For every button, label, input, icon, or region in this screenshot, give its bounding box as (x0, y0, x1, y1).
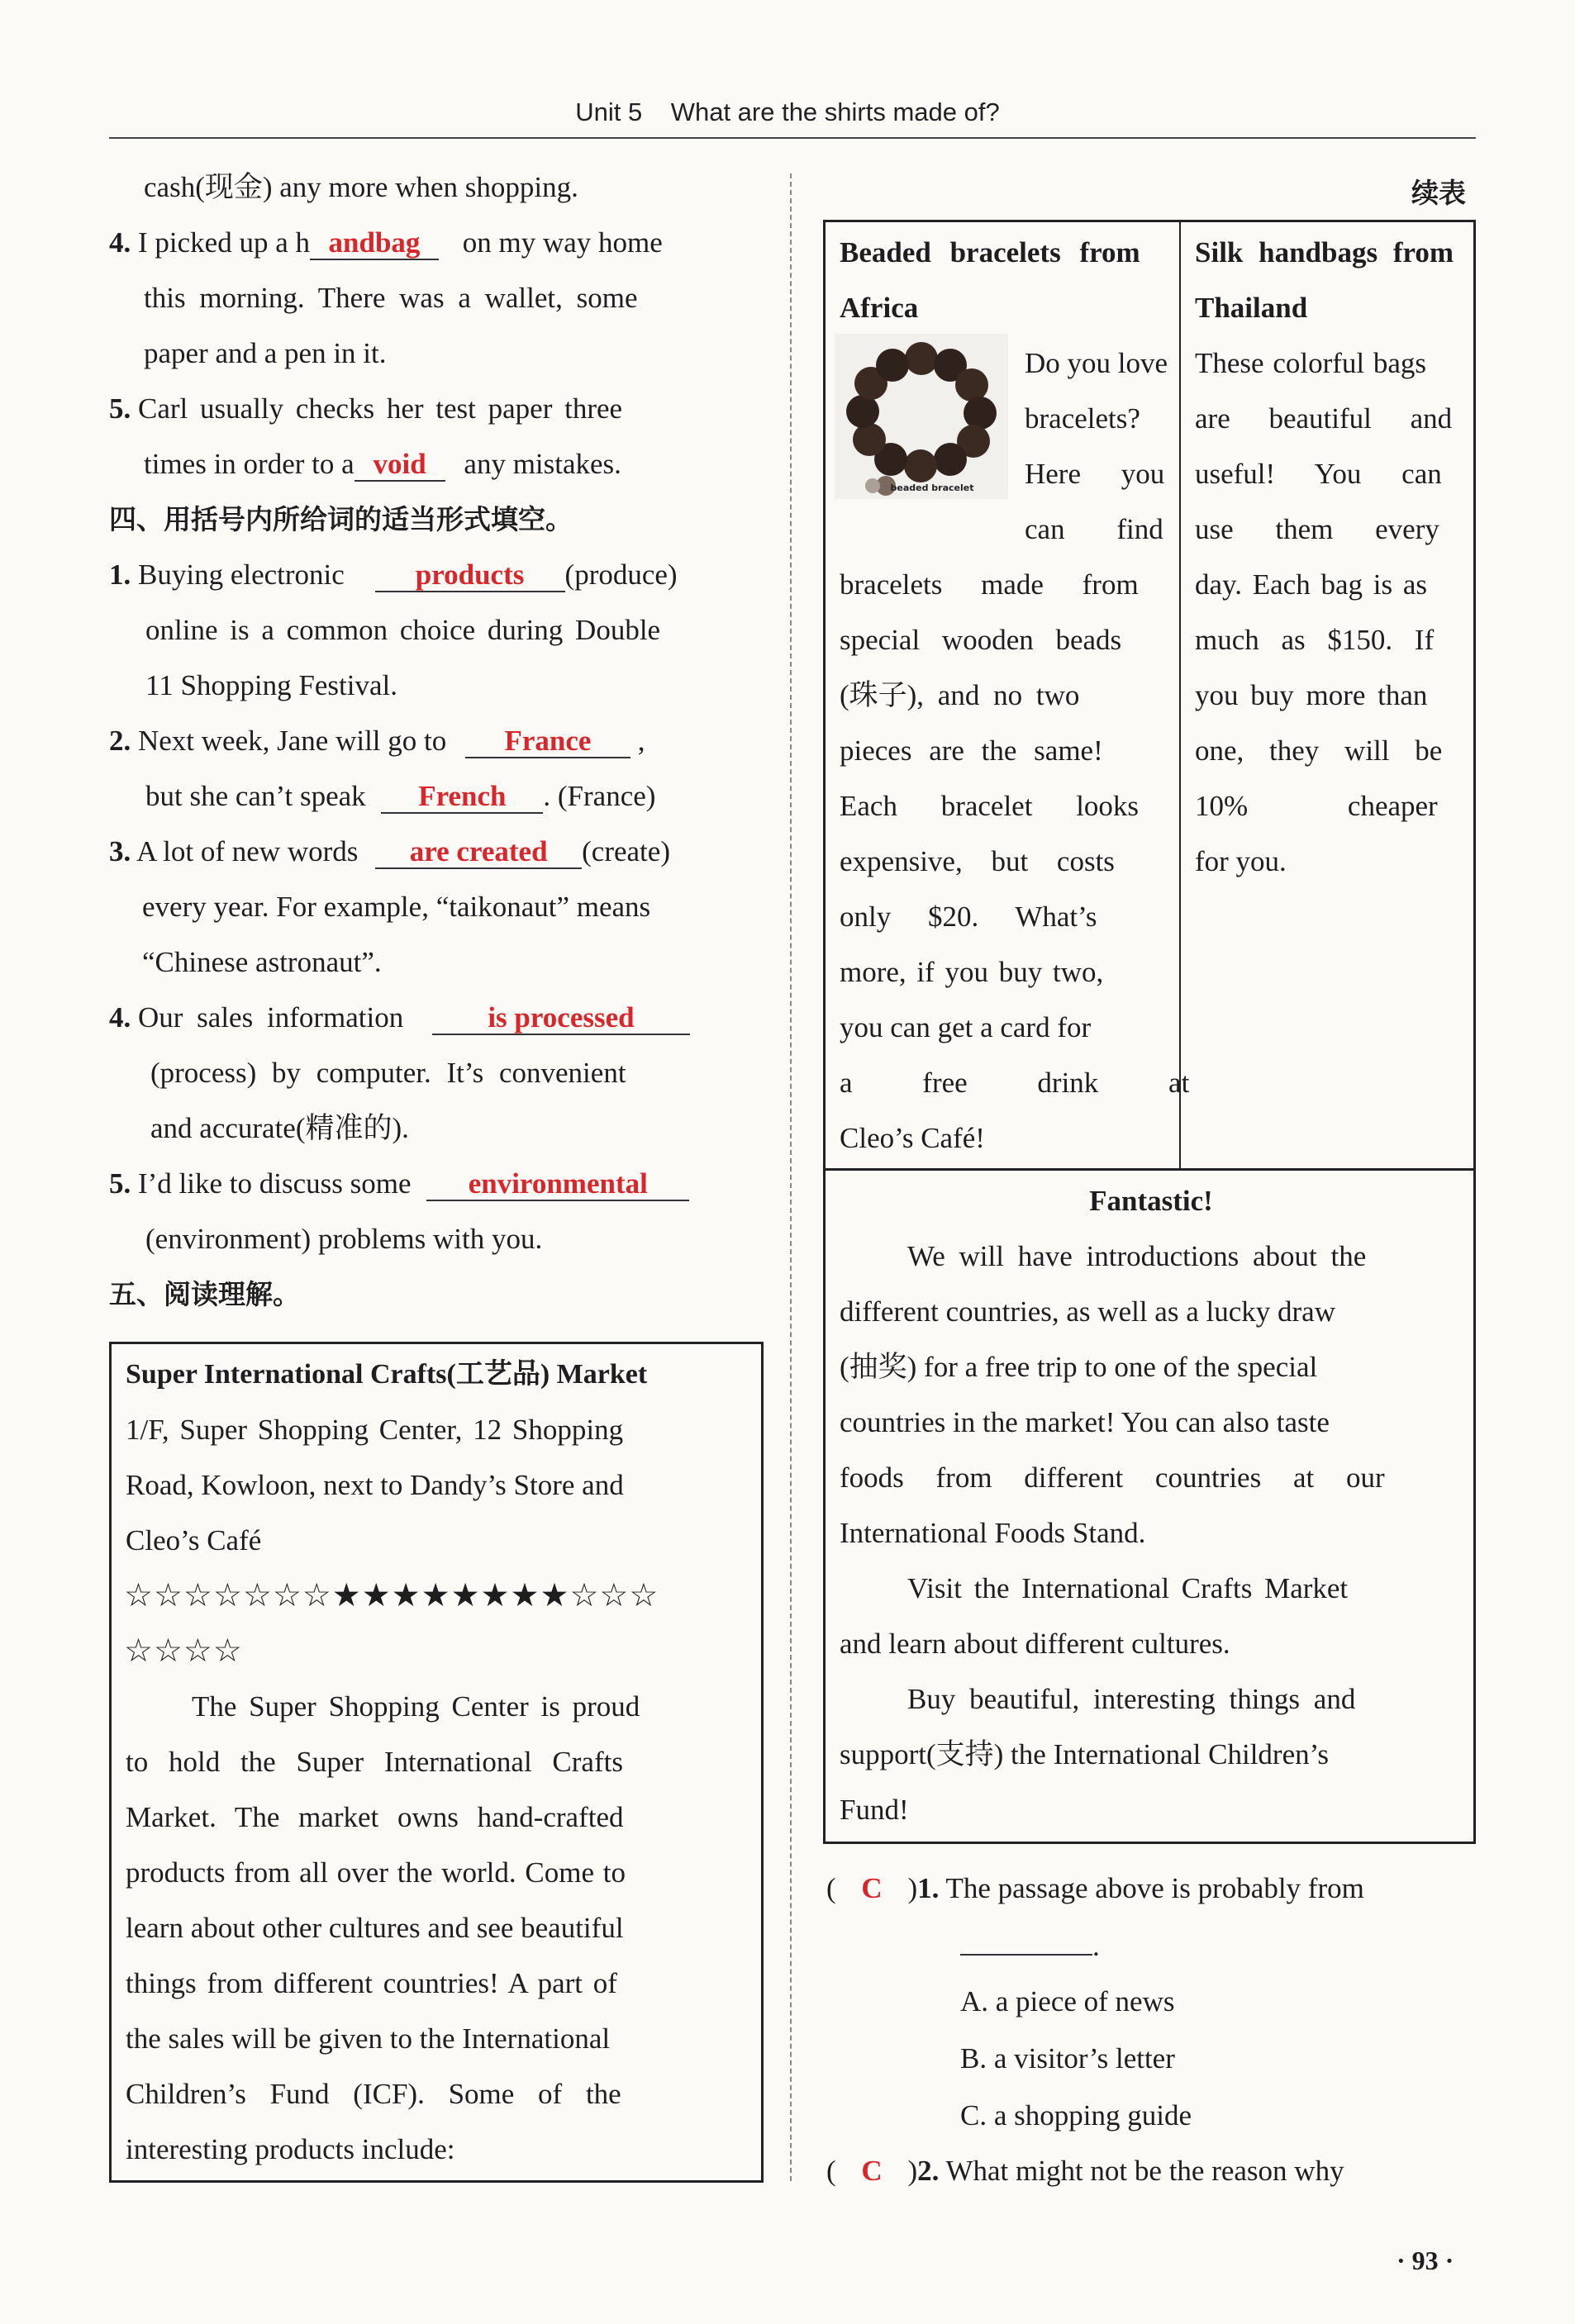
q2-answer-2: French (381, 781, 543, 814)
column-divider (790, 173, 792, 2181)
q2-line2 (145, 778, 655, 815)
bracelet-image-label: beaded bracelet (890, 482, 974, 493)
bracelets-line-15: Cleo’s Café! (840, 1122, 985, 1154)
rq2-bracket-open: ( (826, 2155, 836, 2187)
rq1-answer: C (861, 1872, 883, 1904)
handbags-line-10: for you. (1195, 845, 1287, 877)
bracelets-line-10: expensive, but costs (840, 845, 1115, 877)
rq1-number: 1. (917, 1872, 940, 1904)
bracelets-line-11: only $20. What’s (840, 901, 1097, 933)
q1-text-a: Buying electronic (138, 558, 345, 591)
sentence-4-line2-text: this morning. There was a wallet, some (144, 282, 638, 314)
bracelets-line-6: special wooden beads (840, 624, 1122, 656)
bracelets-line-2: bracelets? (1025, 402, 1140, 435)
handbags-line-3: useful! You can (1195, 458, 1442, 490)
q5-text-a: I’d like to discuss some (138, 1167, 412, 1200)
rq2-line1 (826, 2153, 1344, 2189)
product-table-bottom-rule (823, 1168, 1476, 1171)
q1-number: 1. (109, 558, 131, 591)
rq2-answer: C (861, 2155, 883, 2187)
sentence-5-line1 (109, 391, 622, 427)
product-table-divider (1179, 220, 1181, 1170)
q2-text-b: but she can’t speak (145, 780, 366, 812)
bracelets-line-9: Each bracelet looks (840, 790, 1140, 822)
sentence-4-text-a: I picked up a h (138, 226, 310, 259)
q5-answer: environmental (426, 1168, 689, 1201)
rq1-option-a: A. a piece of news (960, 1985, 1175, 2017)
rq1-option-b: B. a visitor’s letter (960, 2042, 1175, 2074)
q1-line1 (109, 557, 678, 593)
q2-text-a: Next week, Jane will go to (138, 725, 447, 757)
handbags-line-1: These colorful bags (1195, 347, 1427, 379)
sentence-5-line2 (144, 446, 621, 482)
continuation-line: cash(现金) any more when shopping. (144, 171, 578, 203)
advert-para-3: Market. The market owns hand-crafted (126, 1801, 624, 1833)
sentence-4-line1 (109, 225, 759, 261)
sentence-5-text-b: any mistakes. (464, 448, 621, 480)
q2-answer-1: France (465, 725, 630, 758)
bracelets-line-5: bracelets made from (840, 568, 1139, 601)
header-rule (109, 137, 1476, 139)
sentence-4-number: 4. (109, 226, 131, 259)
bracelets-line-7: (珠子), and no two (840, 679, 1080, 711)
fantastic-line-11: Fund! (840, 1794, 909, 1826)
q3-line3: “Chinese astronaut”. (142, 946, 382, 978)
fantastic-title: Fantastic! (1089, 1185, 1213, 1217)
sentence-5-text-a: times in order to a (144, 448, 354, 480)
handbags-title-2: Thailand (1195, 292, 1308, 324)
fantastic-line-2: different countries, as well as a lucky draw (840, 1295, 1335, 1328)
q4-number: 4. (109, 1001, 131, 1034)
sentence-4-line2 (144, 280, 759, 316)
rq1-blank (960, 1929, 1092, 1956)
q2-line1 (109, 723, 645, 759)
handbags-line-6: much as $150. If (1195, 624, 1435, 656)
fantastic-line-3: (抽奖) for a free trip to one of the special (840, 1351, 1318, 1383)
handbags-line-9: 10% cheaper (1195, 790, 1438, 822)
advert-para-5: learn about other cultures and see beautiful (126, 1912, 624, 1944)
q4-text-a: Our sales information (138, 1001, 404, 1034)
advert-para-1: The Super Shopping Center is proud (192, 1690, 640, 1723)
rq2-text: What might not be the reason why (945, 2155, 1344, 2187)
sentence-5-answer: void (354, 449, 445, 482)
fantastic-line-5: foods from different countries at our (840, 1461, 1385, 1494)
q2-number: 2. (109, 725, 131, 757)
rq2-number: 2. (917, 2155, 940, 2187)
rq1-bracket-open: ( (826, 1872, 836, 1904)
rq2-bracket-close: ) (907, 2155, 918, 2187)
sentence-4-line3: paper and a pen in it. (144, 337, 387, 369)
q2-hint: . (France) (543, 780, 656, 812)
q2-comma: , (637, 725, 645, 757)
section-5-heading: 五、阅读理解。 (109, 1278, 300, 1310)
q5-line2: (environment) problems with you. (145, 1223, 543, 1255)
fantastic-line-8: and learn about different cultures. (840, 1628, 1230, 1660)
rq1-dot: . (1092, 1930, 1100, 1962)
handbags-line-8: one, they will be (1195, 734, 1443, 767)
advert-para-6: things from different countries! A part of (126, 1967, 617, 1999)
q4-answer: is processed (432, 1002, 690, 1035)
advert-address-1: 1/F, Super Shopping Center, 12 Shopping (126, 1414, 624, 1446)
advert-stars-1: ☆☆☆☆☆☆☆★★★★★★★★☆☆☆ (124, 1577, 659, 1614)
continued-table-label: 续表 (1411, 177, 1466, 209)
fantastic-line-4: countries in the market! You can also taste (840, 1406, 1330, 1438)
q1-answer: products (375, 559, 565, 592)
q3-line2: every year. For example, “taikonaut” means (142, 891, 651, 923)
advert-para-8: Children’s Fund (ICF). Some of the (126, 2078, 621, 2110)
bracelets-line-1: Do you love (1025, 347, 1168, 379)
bracelets-line-8: pieces are the same! (840, 734, 1103, 767)
advert-address-2: Road, Kowloon, next to Dandy’s Store and (126, 1469, 624, 1501)
rq1-line1 (826, 1870, 1364, 1907)
fantastic-line-9: Buy beautiful, interesting things and (907, 1683, 1356, 1715)
sentence-4-text-b: on my way home (462, 226, 663, 259)
handbags-line-2: are beautiful and (1195, 402, 1453, 435)
q5-number: 5. (109, 1167, 131, 1200)
q3-hint: (create) (582, 835, 670, 867)
bracelets-line-14: a free drink at (840, 1067, 1190, 1099)
q3-text-a: A lot of new words (136, 835, 359, 867)
bracelets-line-13: you can get a card for (840, 1011, 1092, 1043)
handbags-line-4: use them every (1195, 513, 1439, 545)
q3-answer: are created (375, 836, 582, 869)
fantastic-line-10: support(支持) the International Children’s (840, 1738, 1329, 1770)
handbags-line-7: you buy more than (1195, 679, 1428, 711)
advert-stars-2: ☆☆☆☆ (124, 1633, 243, 1670)
advert-para-4: products from all over the world. Come to (126, 1856, 626, 1889)
advert-para-2: to hold the Super International Crafts (126, 1746, 623, 1778)
rq1-bracket-close: ) (907, 1872, 918, 1904)
bracelets-line-12: more, if you buy two, (840, 956, 1104, 988)
advert-title: Super International Crafts(工艺品) Market (126, 1359, 648, 1390)
bracelets-line-4: can find (1025, 513, 1163, 545)
fantastic-line-6: International Foods Stand. (840, 1517, 1146, 1549)
rq1-line2 (960, 1928, 1100, 1965)
advert-address-3: Cleo’s Café (126, 1524, 262, 1556)
advert-para-7: the sales will be given to the International (126, 2022, 611, 2055)
q1-line2: online is a common choice during Double (145, 614, 661, 646)
fantastic-line-1: We will have introductions about the (907, 1240, 1367, 1272)
q3-line1 (109, 834, 670, 870)
sentence-5-line1-text: Carl usually checks her test paper three (138, 392, 623, 425)
q3-number: 3. (109, 835, 131, 867)
rq1-option-c: C. a shopping guide (960, 2099, 1192, 2132)
bracelets-title-2: Africa (840, 292, 919, 324)
page-number: · 93 · (1397, 2246, 1454, 2275)
rq1-text: The passage above is probably from (945, 1872, 1364, 1904)
q4-line1 (109, 1000, 690, 1036)
handbags-title-1: Silk handbags from (1195, 236, 1454, 269)
q1-line3: 11 Shopping Festival. (145, 669, 397, 701)
advert-para-9: interesting products include: (126, 2133, 455, 2165)
sentence-5-number: 5. (109, 392, 131, 425)
bracelets-title-1: Beaded bracelets from (840, 236, 1140, 269)
bracelets-line-3: Here you (1025, 458, 1165, 490)
handbags-line-5: day. Each bag is as (1195, 568, 1427, 601)
section-4-heading: 四、用括号内所给词的适当形式填空。 (109, 503, 573, 535)
fantastic-line-7: Visit the International Crafts Market (907, 1572, 1349, 1604)
page-header-title: Unit 5 What are the shirts made of? (575, 97, 1000, 126)
q4-line2: (process) by computer. It’s convenient (150, 1057, 626, 1089)
q1-hint: (produce) (564, 558, 678, 591)
sentence-4-answer: andbag (310, 227, 439, 260)
bracelet-image (835, 334, 1008, 499)
q4-line3: and accurate(精准的). (150, 1112, 409, 1144)
